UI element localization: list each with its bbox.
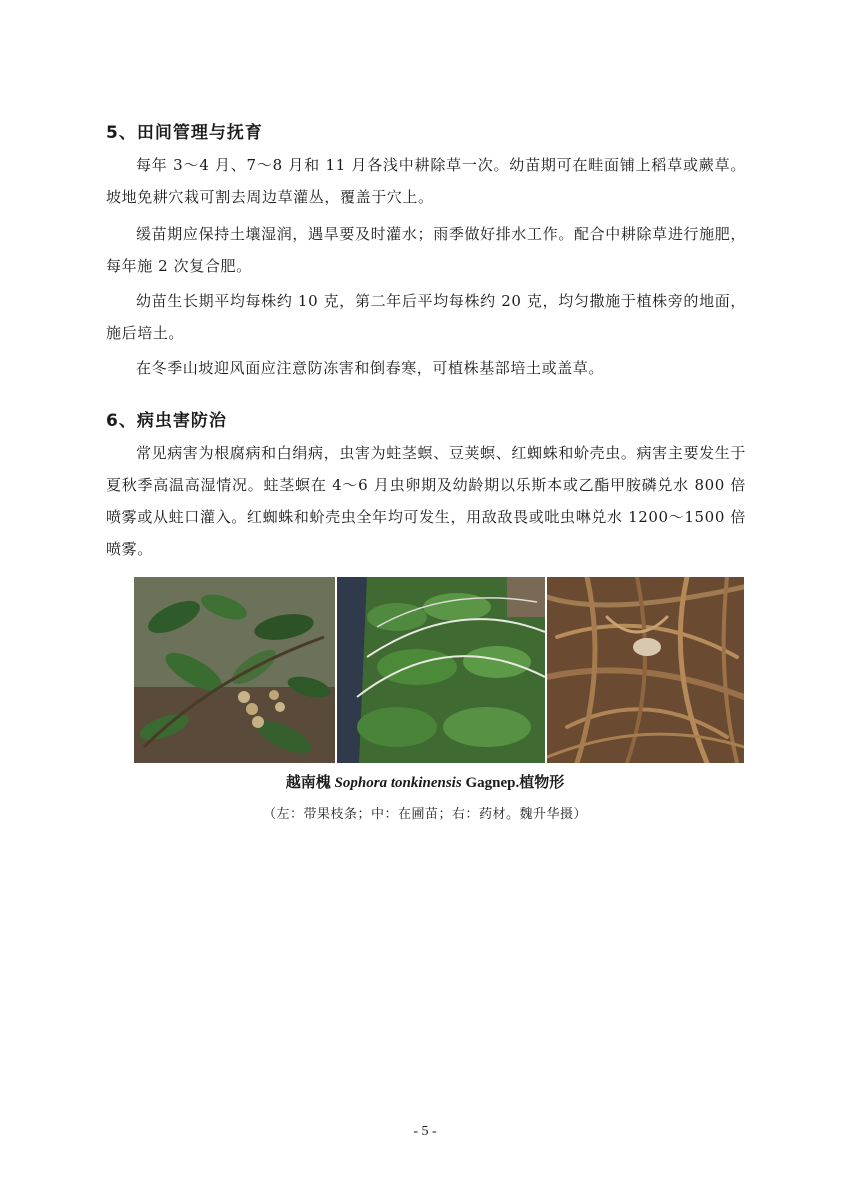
section-5-paragraph-1: 每年 3～4 月、7～8 月和 11 月各浅中耕除草一次。幼苗期可在畦面铺上稻草或蕨草。坡地免耕穴栽可割去周边草灌丛，覆盖于穴上。 bbox=[106, 156, 746, 206]
caption-species-name: Sophora tonkinensis bbox=[334, 775, 462, 791]
section-5-paragraph-4: 在冬季山坡迎风面应注意防冻害和倒春寒，可植株基部培土或盖草。 bbox=[136, 359, 605, 377]
plant-photo-strip bbox=[134, 577, 744, 763]
fruiting-branch-photo bbox=[134, 577, 335, 763]
caption-suffix: Gagnep.植物形 bbox=[461, 775, 565, 791]
figure-caption bbox=[0, 771, 850, 792]
section-5-paragraph-2: 缓苗期应保持土壤湿润，遇旱要及时灌水；雨季做好排水工作。配合中耕除草进行施肥，每年施 2 次复合肥。 bbox=[106, 225, 746, 275]
caption-prefix: 越南槐 bbox=[285, 775, 335, 791]
section-6-paragraph-1: 常见病害为根腐病和白绢病，虫害为蛀茎螟、豆荚螟、红蜘蛛和蚧壳虫。病害主要发生于夏秋季高温高湿情况。蛀茎螟在 4～6 月虫卵期及幼龄期以乐斯本或乙酯甲胺磷兑水 800 倍喷雾或从蛀口灌入。红蜘蛛和蚧壳虫全年均可发生，用敌敌畏或吡虫啉兑水 1200～1500 倍喷雾。 bbox=[106, 444, 746, 558]
section-5-heading: 5、田间管理与抚育 bbox=[106, 123, 263, 143]
section-5-paragraph-3: 幼苗生长期平均每株约 10 克，第二年后平均每株约 20 克，均匀撒施于植株旁的地面，施后培土。 bbox=[106, 292, 746, 342]
page-number: - 5 - bbox=[413, 1124, 437, 1139]
figure-subcaption: （左：带果枝条；中：在圃苗；右：药材。魏升华摄） bbox=[262, 807, 587, 822]
medicinal-roots-photo bbox=[547, 577, 744, 763]
section-6-heading: 6、病虫害防治 bbox=[106, 411, 227, 431]
nursery-seedlings-photo bbox=[337, 577, 545, 763]
